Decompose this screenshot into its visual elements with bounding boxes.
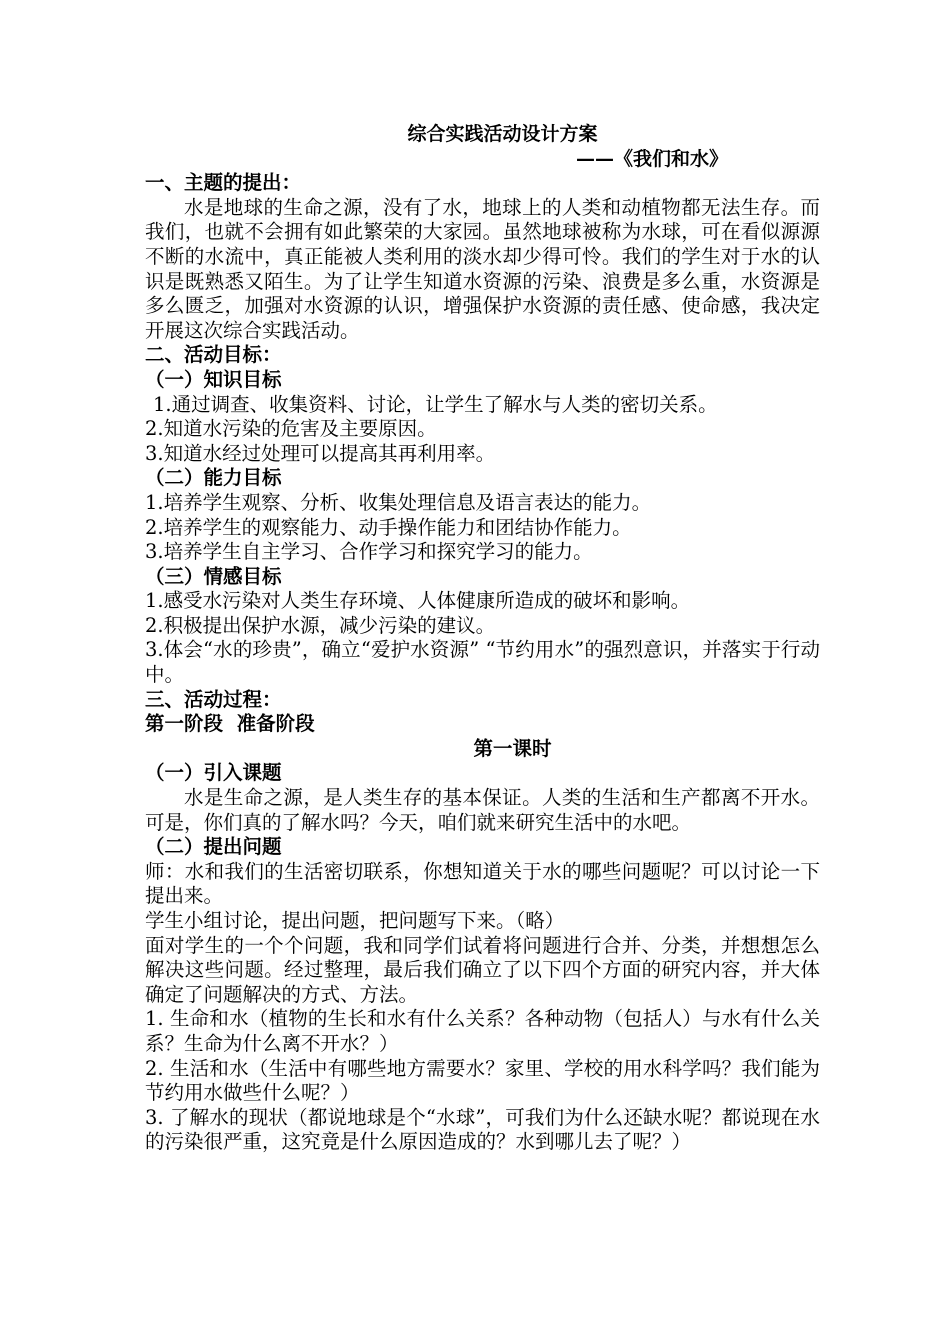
section-heading-process: 三、活动过程： [145, 687, 282, 711]
list-item: 2.积极提出保护水源，减少污染的建议。 [145, 613, 496, 637]
document-title: 综合实践活动设计方案 [407, 123, 598, 145]
list-item: 3.培养学生自主学习、合作学习和探究学习的能力。 [145, 540, 593, 564]
question-line: 1. 生命和水（植物的生长和水有什么关系？各种动物（包括人）与水有什么关系？生命为什么离不开水？） [145, 1007, 820, 1055]
question-line: 3. 了解水的现状（都说地球是个“水球”，可我们为什么还缺水呢？都说现在水的污染很严重，这究竟是什么原因造成的？水到哪儿去了呢？） [145, 1105, 820, 1154]
list-item: 1.通过调查、收集资料、讨论，让学生了解水与人类的密切关系。 [153, 392, 718, 416]
list-item: 3.知道水经过处理可以提高其再利用率。 [145, 441, 496, 465]
section-heading-theme: 一、主题的提出： [145, 171, 302, 195]
subheading-intro: （一）引入课题 [145, 761, 282, 785]
subheading-emotion: （三）情感目标 [145, 564, 282, 588]
lesson-heading: 第一课时 [473, 736, 552, 760]
subheading-knowledge: （一）知识目标 [145, 367, 282, 391]
question-line: 学生小组讨论，提出问题，把问题写下来。（略） [145, 909, 565, 932]
list-item: 2.培养学生的观察能力、动手操作能力和团结协作能力。 [145, 515, 632, 539]
question-line: 2. 生活和水（生活中有哪些地方需要水？家里、学校的用水科学吗？我们能为节约用水做些什么呢？） [145, 1056, 820, 1105]
question-line: 面对学生的一个个问题，我和同学们试着将问题进行合并、分类，并想想怎么解决这些问题。经过整理，最后我们确立了以下四个方面的研究内容，并大体确定了问题解决的方式、方法。 [145, 933, 820, 1006]
question-line: 师：水和我们的生活密切联系，你想知道关于水的哪些问题呢？可以讨论一下提出来。 [145, 859, 820, 908]
document-subtitle: ——《我们和水》 [575, 147, 728, 170]
subheading-question: （二）提出问题 [145, 835, 282, 859]
stage-heading: 第一阶段 准备阶段 [145, 712, 315, 736]
list-item: 1.培养学生观察、分析、收集处理信息及语言表达的能力。 [145, 490, 652, 514]
section-heading-goals: 二、活动目标： [145, 343, 282, 367]
subheading-ability: （二）能力目标 [145, 466, 282, 490]
list-item: 3.体会“水的珍贵”，确立“爱护水资源” “节约用水”的强烈意识，并落实于行动中。 [145, 638, 820, 687]
list-item: 1.感受水污染对人类生存环境、人体健康所造成的破坏和影响。 [145, 589, 691, 613]
list-item: 2.知道水污染的危害及主要原因。 [145, 417, 437, 441]
intro-paragraph: 水是生命之源，是人类生存的基本保证。人类的生活和生产都离不开水。可是，你们真的了解水吗？今天，咱们就来研究生活中的水吧。 [145, 786, 820, 834]
theme-paragraph: 水是地球的生命之源，没有了水，地球上的人类和动植物都无法生存。而我们，也就不会拥有如此繁荣的大家园。虽然地球被称为水球，可在看似源源不断的水流中，真正能被人类利用的淡水却少得可怜。我们的学生对于水的认识是既熟悉又陌生。为了让学生知道水资源的污染、浪费是多么重，水资源是多么匮乏，加强对水资源的认识，增强保护水资源的责任感、使命感，我决定开展这次综合实践活动。 [145, 195, 820, 342]
document-page [145, 122, 820, 1155]
